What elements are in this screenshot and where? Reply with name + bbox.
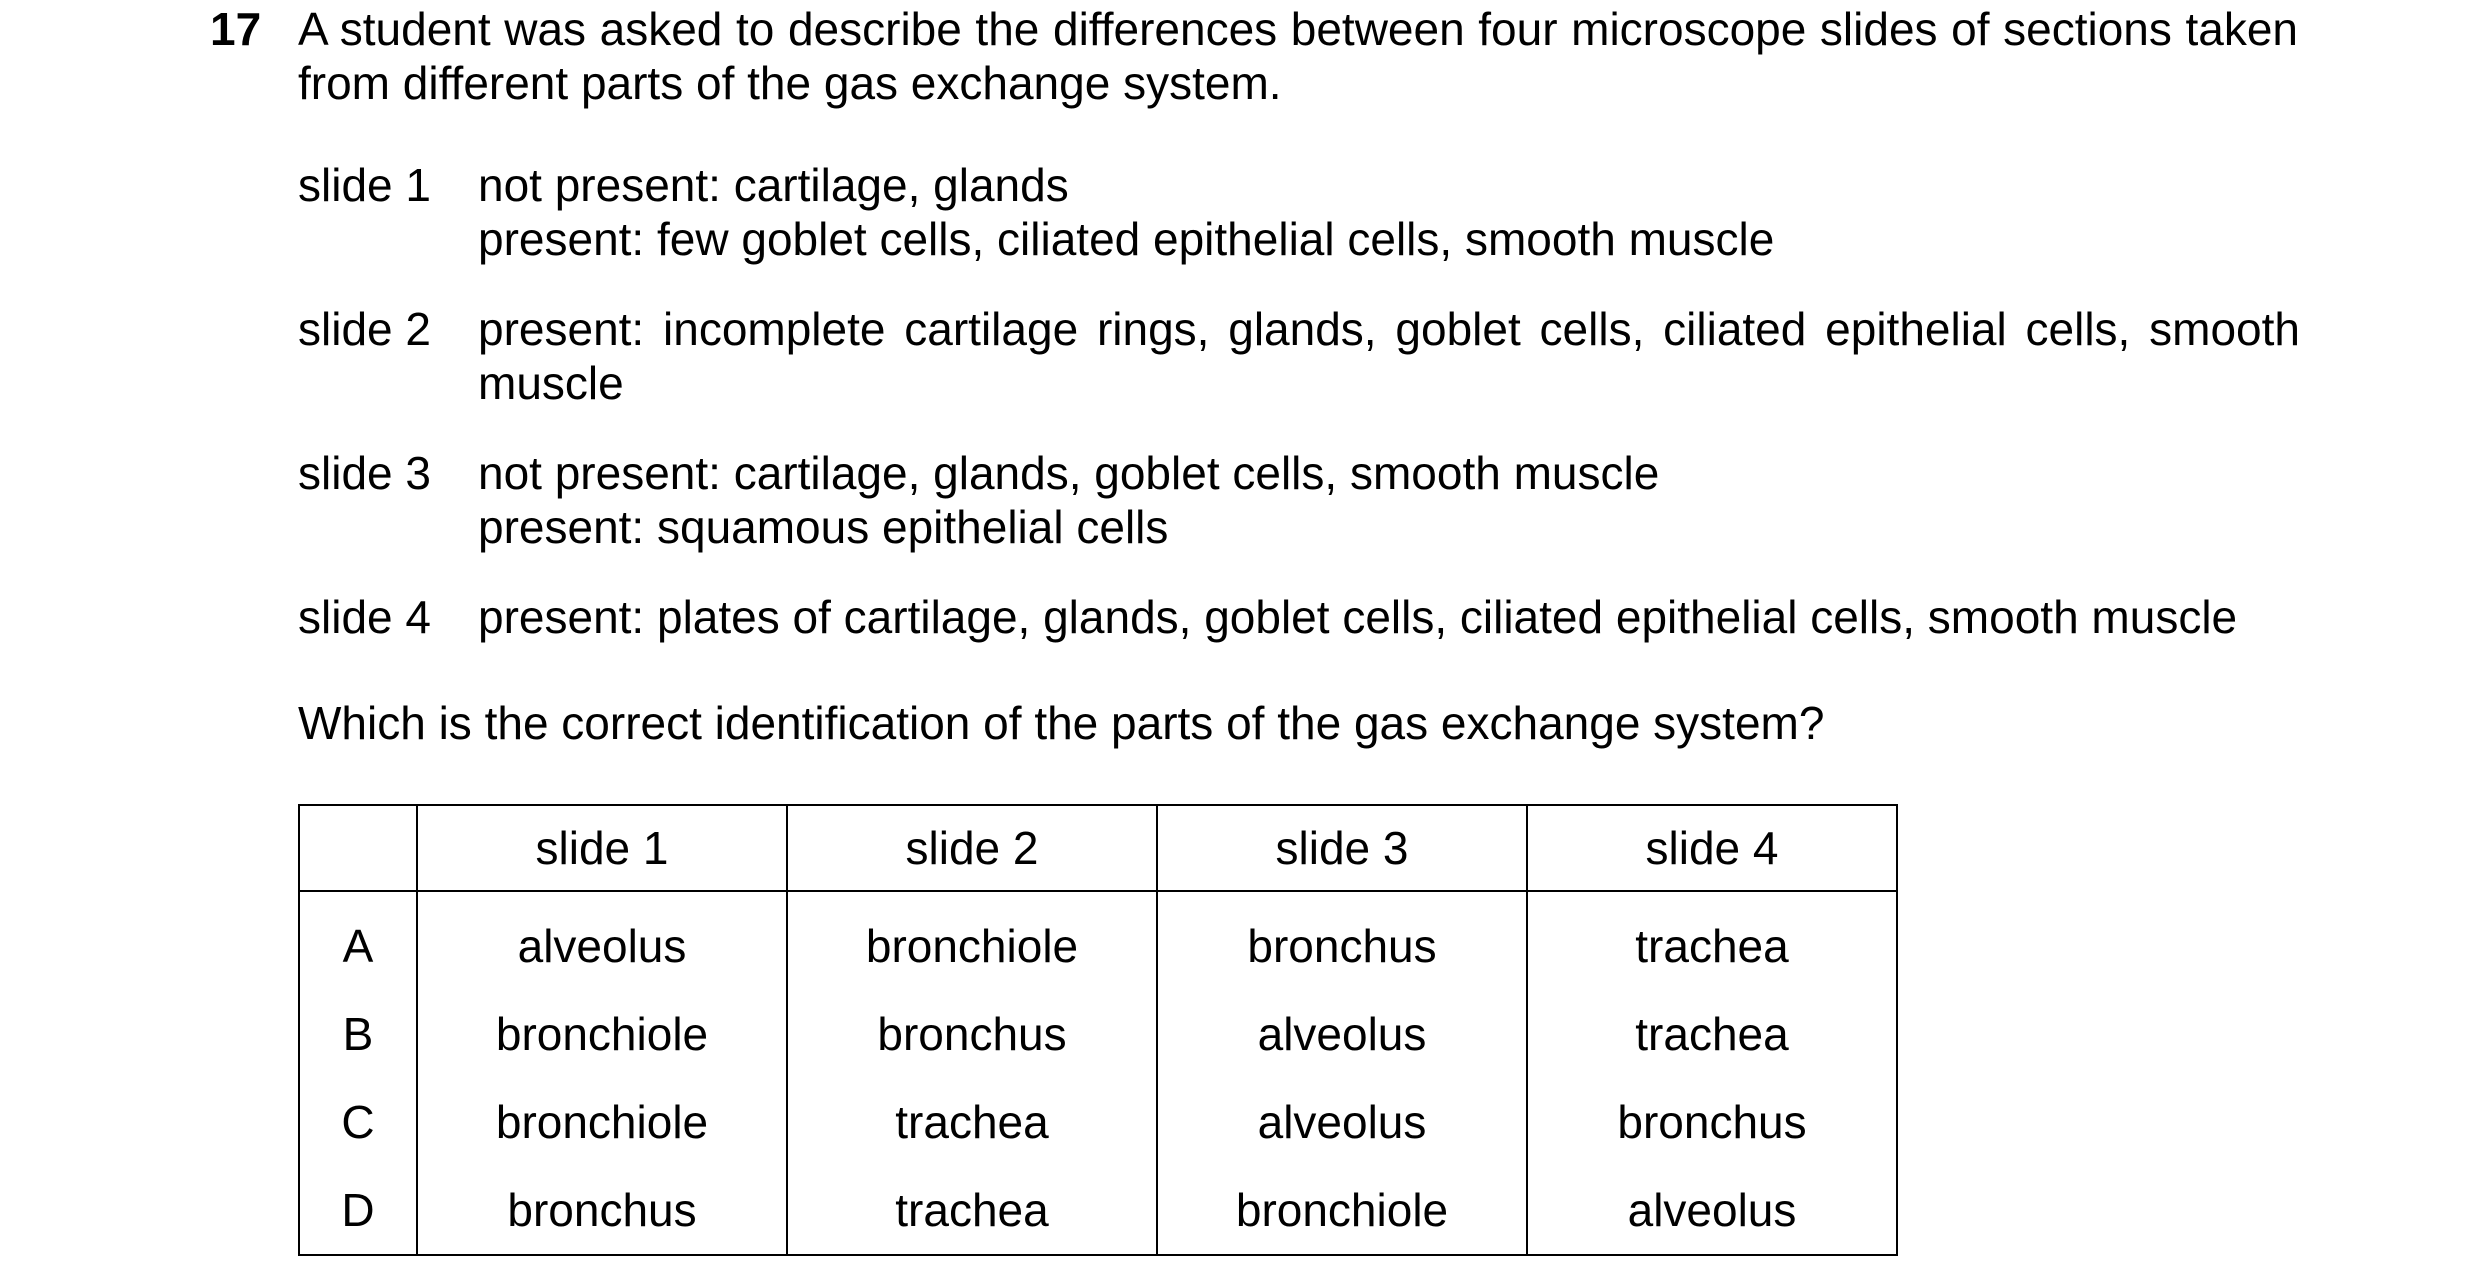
- table-row: [299, 1166, 1897, 1255]
- table-cell: bronchiole: [1157, 1166, 1527, 1255]
- question-number: 17: [210, 3, 262, 55]
- table-cell: bronchus: [787, 990, 1157, 1078]
- slide-text: [478, 446, 2300, 554]
- table-cell: alveolus: [417, 891, 787, 990]
- slide-description-3: [298, 446, 2300, 554]
- slide-line: not present: cartilage, glands: [478, 159, 1069, 211]
- slide-label: slide 1: [298, 159, 431, 211]
- table-cell: bronchiole: [787, 891, 1157, 990]
- table-cell: bronchiole: [417, 1078, 787, 1166]
- answer-table: [298, 804, 1898, 1256]
- table-cell: alveolus: [1157, 1078, 1527, 1166]
- table-row: [299, 1078, 1897, 1166]
- table-header-cell: [299, 805, 417, 891]
- table-cell: bronchus: [1157, 891, 1527, 990]
- slide-description-4: [298, 590, 2300, 644]
- slide-label: slide 2: [298, 303, 431, 355]
- table-cell: bronchiole: [417, 990, 787, 1078]
- slide-descriptions: [298, 158, 2300, 680]
- slide-line: not present: cartilage, glands, goblet cells, smooth muscle: [478, 447, 1660, 499]
- option-key: A: [299, 891, 417, 990]
- table-header-row: [299, 805, 1897, 891]
- slide-description-1: [298, 158, 2300, 266]
- table-cell: bronchus: [1527, 1078, 1897, 1166]
- table-cell: trachea: [787, 1166, 1157, 1255]
- slide-line: present: few goblet cells, ciliated epithelial cells, smooth muscle: [478, 213, 1775, 265]
- question-intro: A student was asked to describe the differences between four microscope slides of sections taken from different parts of the gas exchange system.: [298, 3, 2298, 109]
- option-key: C: [299, 1078, 417, 1166]
- slide-label: slide 3: [298, 447, 431, 499]
- slide-text: [478, 302, 2300, 410]
- table-row: [299, 891, 1897, 990]
- slide-label: slide 4: [298, 591, 431, 643]
- table-header-cell: slide 1: [417, 805, 787, 891]
- slide-line: present: squamous epithelial cells: [478, 501, 1169, 553]
- table-cell: bronchus: [417, 1166, 787, 1255]
- slide-line: present: plates of cartilage, glands, goblet cells, ciliated epithelial cells, smooth muscle: [478, 591, 2238, 643]
- question-prompt: Which is the correct identification of the parts of the gas exchange system?: [298, 697, 1825, 749]
- slide-text: [478, 590, 2300, 644]
- table-cell: trachea: [1527, 891, 1897, 990]
- slide-text: [478, 158, 2300, 266]
- table-row: [299, 990, 1897, 1078]
- table-cell: trachea: [787, 1078, 1157, 1166]
- slide-description-2: [298, 302, 2300, 410]
- table-header-cell: slide 3: [1157, 805, 1527, 891]
- table-cell: trachea: [1527, 990, 1897, 1078]
- table-header-cell: slide 4: [1527, 805, 1897, 891]
- slide-line: present: incomplete cartilage rings, glands, goblet cells, ciliated epithelial cells, smooth muscle: [478, 303, 2300, 409]
- table-cell: alveolus: [1157, 990, 1527, 1078]
- table-cell: alveolus: [1527, 1166, 1897, 1255]
- option-key: B: [299, 990, 417, 1078]
- option-key: D: [299, 1166, 417, 1255]
- table-header-cell: slide 2: [787, 805, 1157, 891]
